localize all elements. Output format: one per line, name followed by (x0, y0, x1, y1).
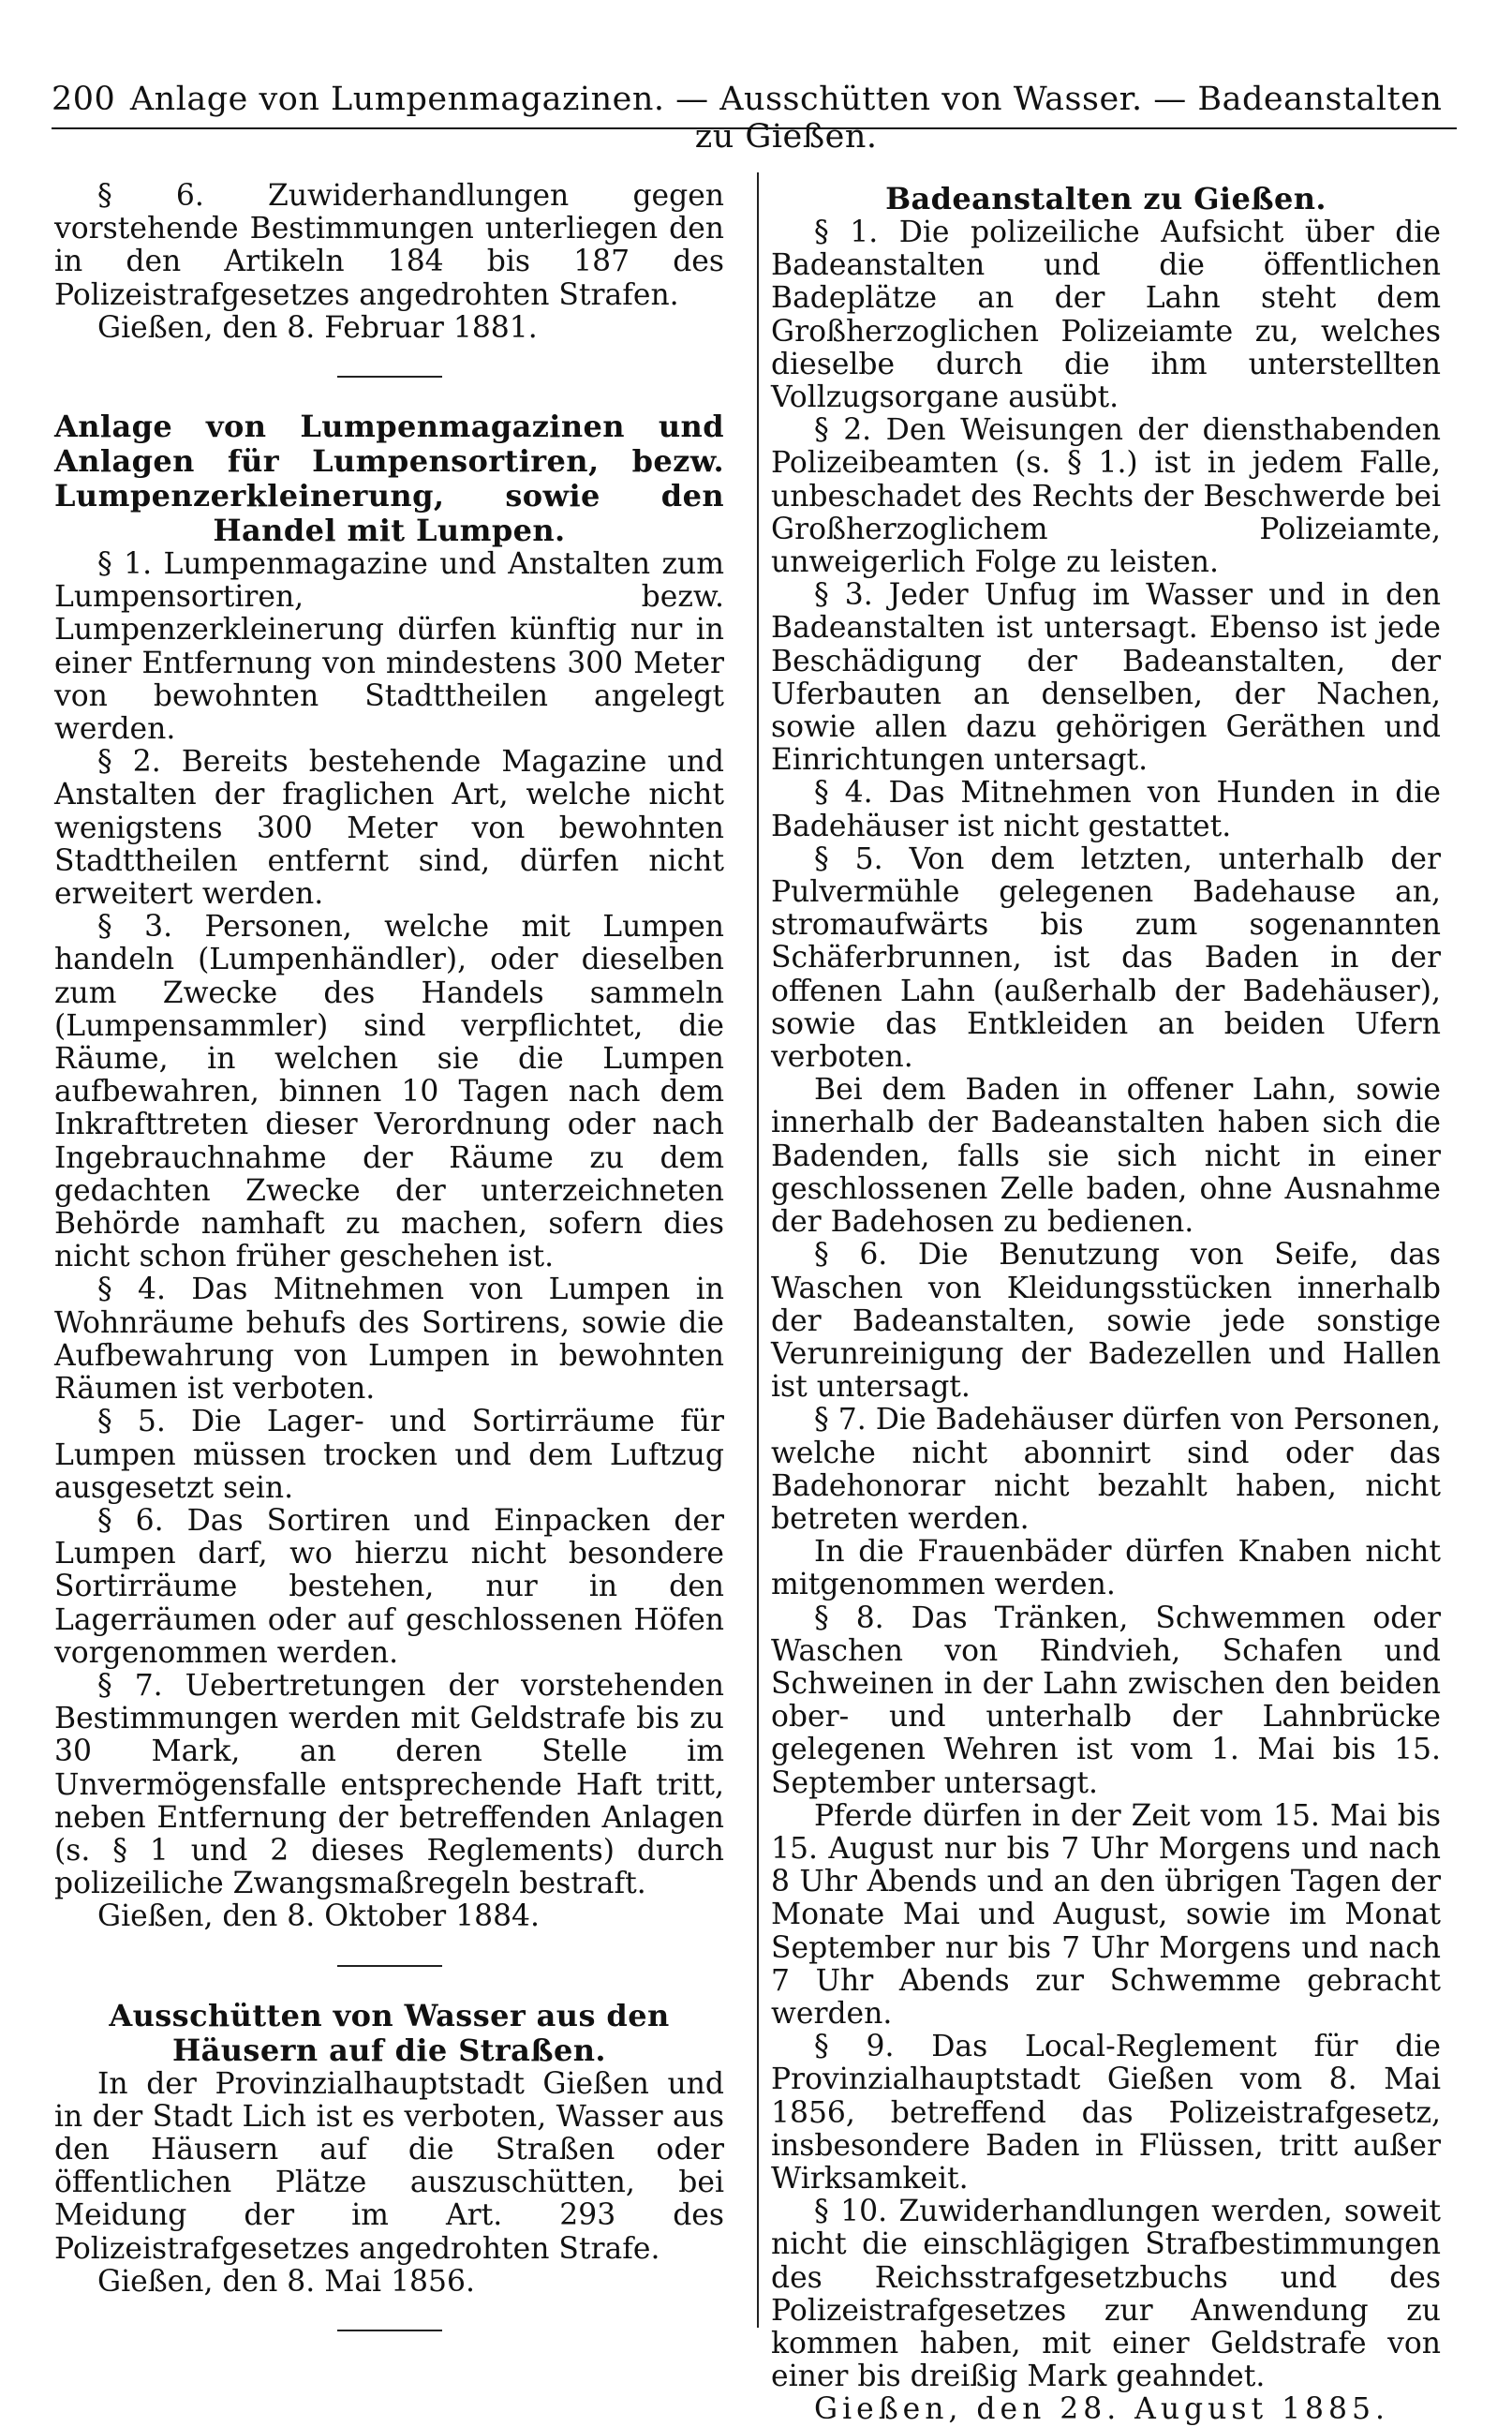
paragraph: § 2. Bereits bestehende Magazine und Anstalten der fraglichen Art, welche nicht wenigstens 300 Meter von bewohnten Stadttheilen entfernt sind, dürfen nicht erweitert werden. (54, 745, 724, 912)
paragraph: Pferde dürfen in der Zeit vom 15. Mai bis 15. August nur bis 7 Uhr Morgens und nach 8 Uhr Abends und an den übrigen Tagen der Monate Mai und August, sowie im Monat September nur bis 7 Uhr Morgens und nach 7 Uhr Abends zur Schwemme gebracht werden. (771, 1798, 1441, 2031)
paragraph: § 10. Zuwiderhandlungen werden, soweit nicht die einschlägigen Strafbestimmungen des Reichsstrafgesetzbuchs und des Polizeistrafgesetzes zur Anwendung zu kommen haben, mit einer Geldstrafe von einer bis dreißig Mark geahndet. (771, 2195, 1441, 2394)
paragraph: § 2. Den Weisungen der diensthabenden Polizeibeamten (s. § 1.) ist in jedem Falle, unbeschadet des Rechts der Beschwerde bei Großherzoglichem Polizeiamte, unweigerlich Folge zu leisten. (771, 413, 1441, 580)
header-title: Anlage von Lumpenmagazinen. — Ausschütten von Wasser. — Badeanstalten zu Gießen. (129, 81, 1443, 156)
paragraph: § 3. Jeder Unfug im Wasser und in den Badeanstalten ist untersagt. Ebenso ist jede Beschädigung der Badeanstalten, der Uferbauten an denselben, der Nachen, sowie allen dazu gehörigen Geräthen und Einrichtungen untersagt. (771, 578, 1441, 778)
date-signature: Gießen, den 8. Februar 1881. (97, 310, 538, 345)
paragraph: § 8. Das Tränken, Schwemmen oder Waschen von Rindvieh, Schafen und Schweinen in der Lahn zwischen den beiden ober- und unterhalb der Lahnbrücke gelegenen Wehren ist vom 1. Mai bis 15. September untersagt. (771, 1601, 1441, 1800)
paragraph: § 3. Personen, welche mit Lumpen handeln (Lumpenhändler), oder dieselben zum Zwecke des Handels sammeln (Lumpensammler) sind verpflichtet, die Räume, in welchen sie die Lumpen aufbewahren, binnen 10 Tagen nach dem Inkrafttreten dieser Verordnung oder nach Ingebrauchnahme der Räume zu dem gedachten Zwecke der unterzeichneten Behörde namhaft zu machen, sofern dies nicht schon früher geschehen ist. (54, 910, 724, 1274)
paragraph: In die Frauenbäder dürfen Knaben nicht mitgenommen werden. (771, 1535, 1441, 1602)
paragraph: In der Provinzialhauptstadt Gießen und in der Stadt Lich ist es verboten, Wasser aus den Häusern auf die Straßen oder öffentlichen Plätze auszuschütten, bei Meidung der im Art. 293 des Polizeistrafgesetzes angedrohten Strafe. (54, 2066, 724, 2266)
section-title: Badeanstalten zu Gießen. (885, 181, 1327, 216)
paragraph: Bei dem Baden in offener Lahn, sowie innerhalb der Badeanstalten haben sich die Badenden, falls sie sich nicht in einer geschlossenen Zelle baden, ohne Ausnahme der Badehosen zu bedienen. (771, 1073, 1441, 1240)
paragraph: § 7. Die Badehäuser dürfen von Personen, welche nicht abonnirt sind oder das Badehonorar nicht bezahlt haben, nicht betreten werden. (771, 1403, 1441, 1536)
paragraph: § 6. Zuwiderhandlungen gegen vorstehende Bestimmungen unterliegen den in den Artikeln 184 bis 187 des Polizeistrafgesetzes angedrohten Strafen. (54, 179, 724, 312)
section-title: Ausschütten von Wasser aus den Häusern auf die Straßen. (109, 1997, 670, 2068)
paragraph: § 4. Das Mitnehmen von Hunden in die Badehäuser ist nicht gestattet. (771, 776, 1441, 843)
paragraph: § 5. Die Lager- und Sortirräume für Lumpen müssen trocken und dem Luftzug ausgesetzt sein. (54, 1405, 724, 1505)
section-separator (337, 1965, 442, 1967)
paragraph: § 6. Die Benutzung von Seife, das Waschen von Kleidungsstücken innerhalb der Badeanstalten, sowie jede sonstige Verunreinigung der Badezellen und Hallen ist untersagt. (771, 1238, 1441, 1405)
paragraph: § 7. Uebertretungen der vorstehenden Bestimmungen werden mit Geldstrafe bis zu 30 Mark, an deren Stelle im Unvermögensfalle entsprechende Haft tritt, neben Entfernung der betreffenden Anlagen (s. § 1 und 2 dieses Reglements) durch polizeiliche Zwangsmaßregeln bestraft. (54, 1668, 724, 1901)
right-column (771, 180, 1441, 2427)
running-header (52, 81, 1457, 156)
section-separator (337, 376, 442, 378)
paragraph: § 6. Das Sortiren und Einpacken der Lumpen darf, wo hierzu nicht besondere Sortirräume bestehen, nur in den Lagerräumen oder auf geschlossenen Höfen vorgenommen werden. (54, 1503, 724, 1670)
date-signature: Gießen, den 8. Oktober 1884. (97, 1899, 540, 1934)
paragraph: § 1. Die polizeiliche Aufsicht über die Badeanstalten und die öffentlichen Badeplätze an der Lahn steht dem Großherzoglichen Polizeiamte zu, welches dieselbe durch die ihm unterstellten Vollzugsorgane ausübt. (771, 216, 1441, 415)
date-signature: Gießen, den 8. Mai 1856. (97, 2264, 475, 2299)
section-title: Anlage von Lumpenmagazinen und Anlagen für Lumpensortiren, bezw. Lumpenzerkleinerung, sowie den Handel mit Lumpen. (54, 409, 724, 549)
paragraph: § 4. Das Mitnehmen von Lumpen in Wohnräume behufs des Sortirens, sowie die Aufbewahrung von Lumpen in bewohnten Räumen ist verboten. (54, 1273, 724, 1407)
section-separator (337, 2330, 442, 2331)
left-column (54, 180, 724, 2363)
paragraph: § 9. Das Local-Reglement für die Provinzialhauptstadt Gießen vom 8. Mai 1856, betreffend das Polizeistrafgesetz, insbesondere Baden in Flüssen, tritt außer Wirksamkeit. (771, 2030, 1441, 2196)
date-signature: Gießen, den 28. August 1885. (814, 2392, 1389, 2427)
paragraph: § 5. Von dem letzten, unterhalb der Pulvermühle gelegenen Badehause an, stromaufwärts bis zum sogenannten Schäferbrunnen, ist das Baden in der offenen Lahn (außerhalb der Badehäuser), sowie das Entkleiden an beiden Ufern verboten. (771, 841, 1441, 1075)
column-divider (757, 172, 759, 2328)
page-number: 200 (52, 81, 116, 118)
paragraph: § 1. Lumpenmagazine und Anstalten zum Lumpensortiren, bezw. Lumpenzerkleinerung dürfen künftig nur in einer Entfernung von mindestens 300 Meter von bewohnten Stadttheilen angelegt werden. (54, 547, 724, 747)
